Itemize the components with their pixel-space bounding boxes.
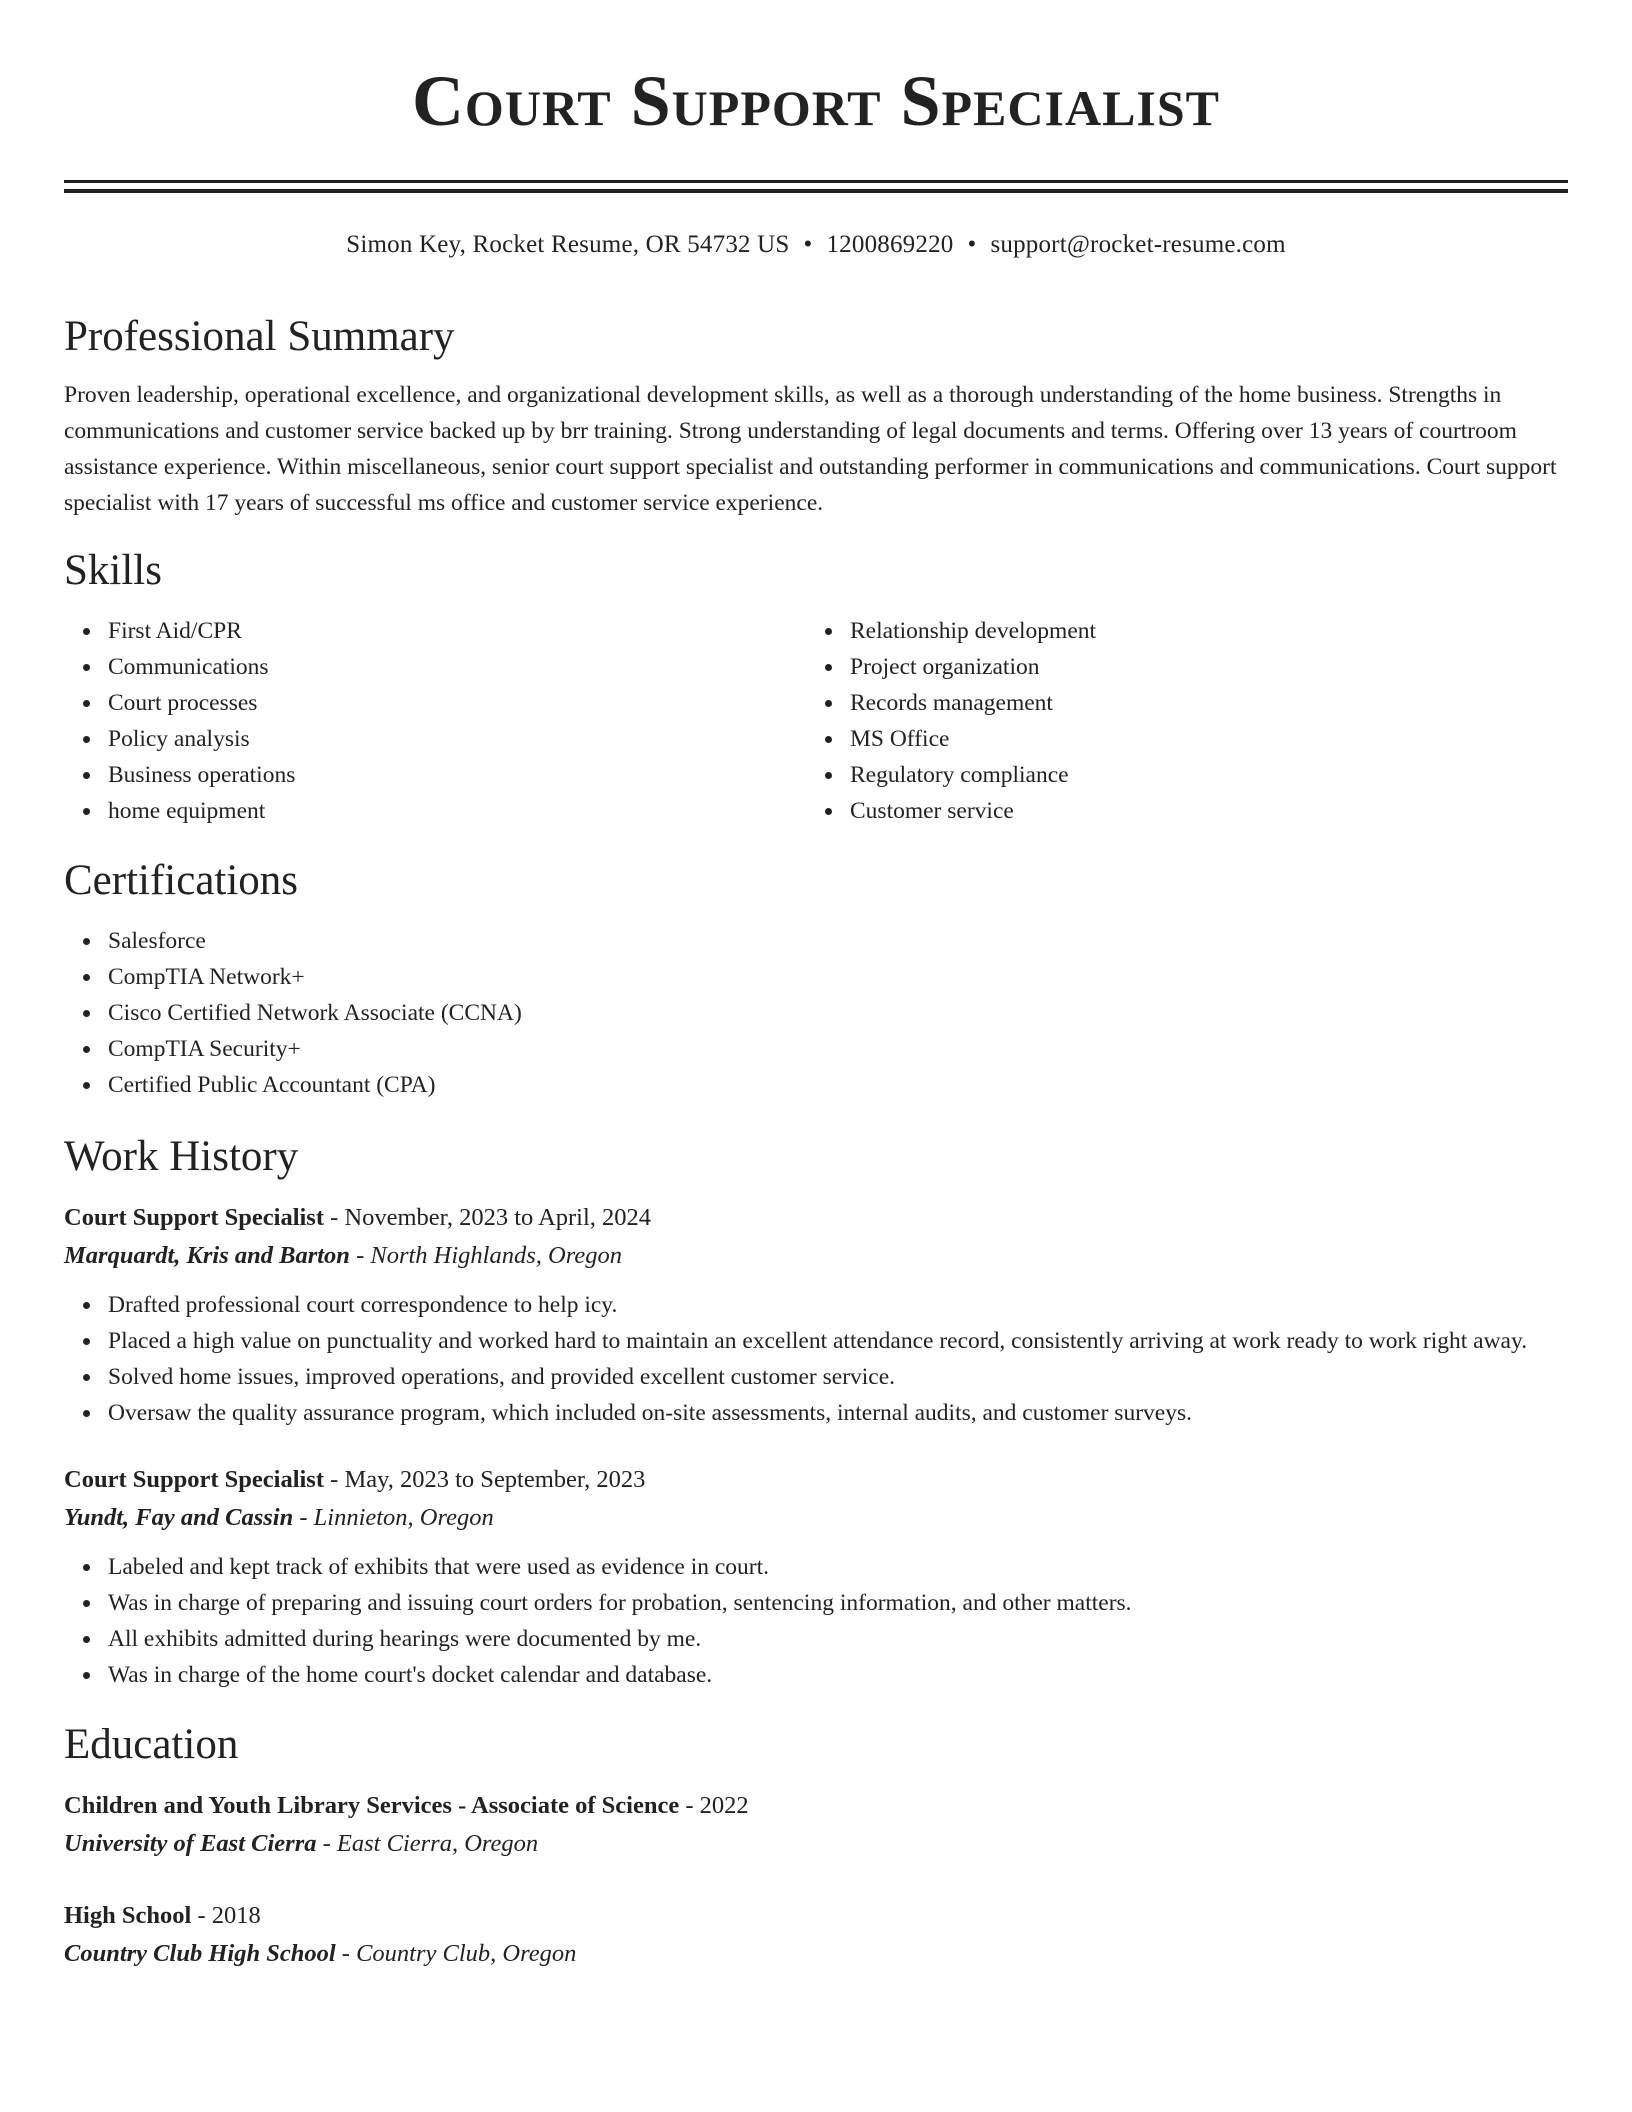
education-school-line: [64, 1935, 1568, 1973]
contact-separator: •: [803, 231, 813, 258]
contact-address: Simon Key, Rocket Resume, OR 54732 US: [346, 231, 790, 258]
job-bullet: Oversaw the quality assurance program, which included on-site assessments, internal audits, and customer surveys.: [64, 1395, 1568, 1431]
job-company-line: [64, 1237, 1568, 1275]
education-degree: Children and Youth Library Services - Associate of Science: [64, 1792, 680, 1819]
job-bullet: All exhibits admitted during hearings were documented by me.: [64, 1621, 1568, 1657]
certification-item: CompTIA Network+: [64, 959, 1568, 995]
job-company: Yundt, Fay and Cassin: [64, 1504, 294, 1531]
certifications-section: [64, 853, 1568, 1103]
skill-item: Policy analysis: [64, 721, 806, 757]
education-school: University of East Cierra: [64, 1830, 317, 1857]
summary-text: Proven leadership, operational excellence, and organizational development skills, as well as a thorough understanding of the home business. Strengths in communications and customer service backed up by brr training. Strong understanding of legal documents and terms. Offering over 13 years of courtroom assistance experience. Within miscellaneous, senior court support specialist and outstanding performer in communications and communications. Court support specialist with 17 years of successful ms office and customer service experience.: [64, 382, 1557, 516]
resume-title: Court Support Specialist: [411, 61, 1221, 141]
job-bullet: Was in charge of the home court's docket calendar and database.: [64, 1657, 1568, 1693]
job-entry: [64, 1461, 1568, 1693]
job-dates: May, 2023 to September, 2023: [344, 1466, 646, 1493]
skill-item: Records management: [806, 685, 1548, 721]
skills-grid: [64, 613, 1568, 829]
job-location: North Highlands, Oregon: [370, 1242, 622, 1269]
job-bullets: [64, 1549, 1568, 1693]
skill-item: First Aid/CPR: [64, 613, 806, 649]
job-dates: November, 2023 to April, 2024: [344, 1204, 652, 1231]
education-entry: [64, 1787, 1568, 1863]
education-year: 2022: [699, 1792, 749, 1819]
job-title-line: [64, 1461, 1568, 1499]
certification-item: CompTIA Security+: [64, 1031, 1568, 1067]
education-dash: -: [316, 1830, 337, 1857]
education-section: [64, 1717, 1568, 1973]
summary-section: [64, 309, 1568, 521]
skill-item: MS Office: [806, 721, 1548, 757]
education-dash: -: [679, 1792, 700, 1819]
resume-page: [64, 0, 1568, 1973]
job-company-line: [64, 1499, 1568, 1537]
education-year: 2018: [211, 1902, 261, 1929]
job-bullet: Labeled and kept track of exhibits that were used as evidence in court.: [64, 1549, 1568, 1585]
certification-item: Cisco Certified Network Associate (CCNA): [64, 995, 1568, 1031]
skill-item: Business operations: [64, 757, 806, 793]
job-title-line: [64, 1199, 1568, 1237]
job-bullet: Placed a high value on punctuality and worked hard to maintain an excellent attendance record, consistently arriving at work ready to work right away.: [64, 1323, 1568, 1359]
education-degree-line: [64, 1897, 1568, 1935]
contact-separator: •: [967, 231, 977, 258]
education-degree-line: [64, 1787, 1568, 1825]
education-dash: -: [335, 1940, 357, 1967]
summary-heading: Professional Summary: [64, 313, 455, 360]
job-bullet: Drafted professional court correspondence to help icy.: [64, 1287, 1568, 1323]
skill-item: Relationship development: [806, 613, 1548, 649]
job-entry: [64, 1199, 1568, 1431]
job-dash: -: [293, 1504, 314, 1531]
certification-item: Certified Public Accountant (CPA): [64, 1067, 1568, 1103]
job-location: Linnieton, Oregon: [313, 1504, 494, 1531]
skill-item: Communications: [64, 649, 806, 685]
job-title: Court Support Specialist: [64, 1466, 325, 1493]
certifications-list: [64, 923, 1568, 1103]
title-divider-top: [64, 180, 1568, 183]
job-company: Marquardt, Kris and Barton: [64, 1242, 350, 1269]
job-dash: -: [324, 1204, 345, 1231]
contact-email[interactable]: support@rocket-resume.com: [990, 231, 1286, 258]
title-divider-bottom: [64, 189, 1568, 193]
contact-line: [64, 227, 1568, 263]
certifications-heading: Certifications: [64, 857, 299, 904]
skill-item: home equipment: [64, 793, 806, 829]
skills-heading: Skills: [64, 547, 162, 594]
skills-section: [64, 543, 1568, 829]
education-location: Country Club, Oregon: [356, 1940, 577, 1967]
skill-item: Project organization: [806, 649, 1548, 685]
job-bullet: Solved home issues, improved operations, and provided excellent customer service.: [64, 1359, 1568, 1395]
education-degree: High School: [64, 1902, 192, 1929]
education-school-line: [64, 1825, 1568, 1863]
education-location: East Cierra, Oregon: [336, 1830, 539, 1857]
education-entry: [64, 1897, 1568, 1973]
education-dash: -: [191, 1902, 212, 1929]
work-history-section: [64, 1129, 1568, 1693]
job-dash: -: [349, 1242, 371, 1269]
contact-phone: 1200869220: [826, 231, 954, 258]
education-heading: Education: [64, 1721, 239, 1768]
job-title: Court Support Specialist: [64, 1204, 325, 1231]
skill-item: Customer service: [806, 793, 1548, 829]
job-bullet: Was in charge of preparing and issuing court orders for probation, sentencing information, and other matters.: [64, 1585, 1568, 1621]
job-dash: -: [324, 1466, 345, 1493]
education-school: Country Club High School: [64, 1940, 336, 1967]
certification-item: Salesforce: [64, 923, 1568, 959]
skill-item: Regulatory compliance: [806, 757, 1548, 793]
skills-list-left: [64, 613, 806, 829]
job-bullets: [64, 1287, 1568, 1431]
work-history-heading: Work History: [64, 1133, 299, 1180]
skills-list-right: [806, 613, 1548, 829]
skill-item: Court processes: [64, 685, 806, 721]
